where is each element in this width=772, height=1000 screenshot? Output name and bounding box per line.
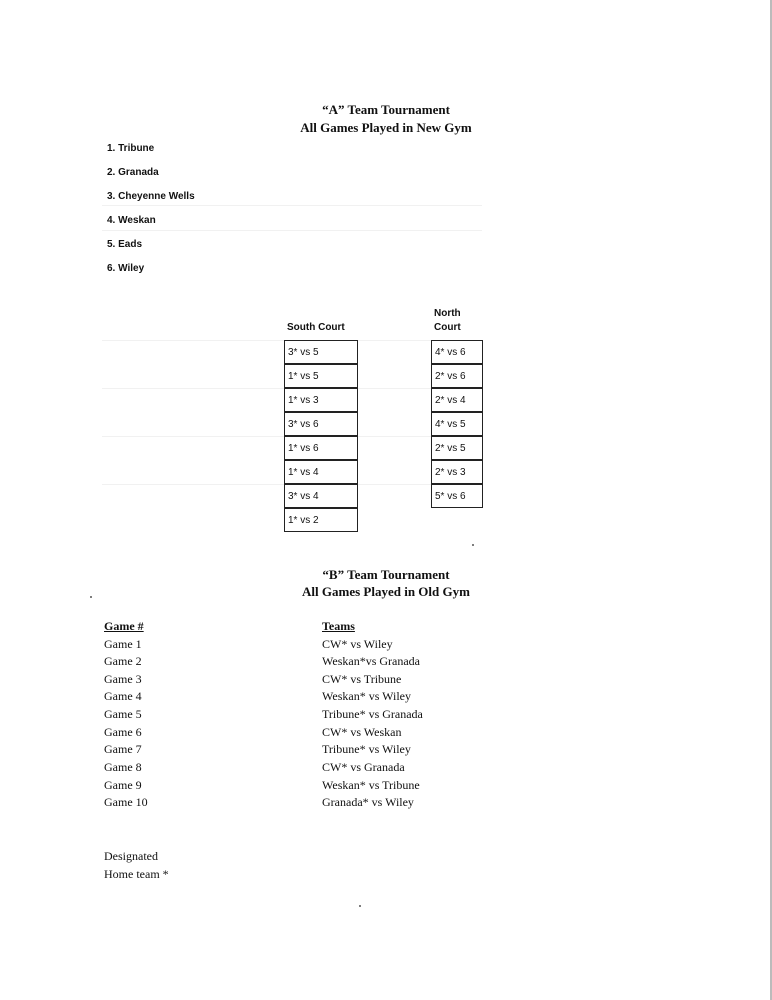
south-court-label: South Court	[287, 322, 345, 333]
south-court-game: 1* vs 2	[284, 508, 358, 532]
b-tournament-title: “B” Team Tournament	[322, 567, 450, 582]
south-court-game: 1* vs 5	[284, 364, 358, 388]
north-court-game: 4* vs 6	[431, 340, 483, 364]
team-item: 1. Tribune	[107, 143, 155, 154]
south-court-game: 3* vs 4	[284, 484, 358, 508]
game-number: Game 5	[104, 707, 142, 721]
a-tournament-subtitle: All Games Played in New Gym	[300, 120, 472, 135]
north-court-game: 2* vs 4	[431, 388, 483, 412]
scan-speck	[359, 905, 361, 907]
south-court-game: 3* vs 5	[284, 340, 358, 364]
north-court-label-line1: North	[434, 308, 461, 319]
matchup: CW* vs Wiley	[322, 637, 393, 651]
north-court-game: 2* vs 3	[431, 460, 483, 484]
team-item: 6. Wiley	[107, 263, 145, 274]
game-number: Game 8	[104, 760, 142, 774]
designated-note-line2: Home team *	[104, 867, 169, 881]
game-number-header: Game #	[104, 619, 144, 633]
north-court-game: 2* vs 6	[431, 364, 483, 388]
matchup: Tribune* vs Wiley	[322, 742, 411, 756]
game-number: Game 4	[104, 689, 142, 703]
team-item: 4. Weskan	[107, 215, 156, 226]
game-number: Game 3	[104, 672, 142, 686]
teams-header: Teams	[322, 619, 355, 633]
game-number: Game 9	[104, 778, 142, 792]
game-number: Game 1	[104, 637, 142, 651]
matchup: Weskan* vs Wiley	[322, 689, 411, 703]
north-court-game: 5* vs 6	[431, 484, 483, 508]
matchup: CW* vs Weskan	[322, 725, 402, 739]
team-item: 5. Eads	[107, 239, 143, 250]
north-court-label-line2: Court	[434, 322, 461, 333]
scan-line	[102, 230, 482, 231]
north-court-game: 4* vs 5	[431, 412, 483, 436]
scan-speck	[472, 544, 474, 546]
game-number: Game 7	[104, 742, 142, 756]
matchup: Weskan* vs Tribune	[322, 778, 420, 792]
team-item: 2. Granada	[107, 167, 159, 178]
matchup: CW* vs Tribune	[322, 672, 402, 686]
scan-line	[102, 205, 482, 206]
south-court-game: 1* vs 3	[284, 388, 358, 412]
team-item: 3. Cheyenne Wells	[107, 191, 195, 202]
a-tournament-title: “A” Team Tournament	[322, 102, 450, 117]
game-number: Game 6	[104, 725, 142, 739]
scan-speck	[90, 596, 92, 598]
game-number: Game 10	[104, 795, 148, 809]
game-number: Game 2	[104, 654, 142, 668]
matchup: Tribune* vs Granada	[322, 707, 423, 721]
south-court-game: 3* vs 6	[284, 412, 358, 436]
matchup: Granada* vs Wiley	[322, 795, 414, 809]
designated-note-line1: Designated	[104, 849, 158, 863]
north-court-game: 2* vs 5	[431, 436, 483, 460]
matchup: Weskan*vs Granada	[322, 654, 420, 668]
matchup: CW* vs Granada	[322, 760, 405, 774]
south-court-game: 1* vs 6	[284, 436, 358, 460]
south-court-game: 1* vs 4	[284, 460, 358, 484]
b-tournament-subtitle: All Games Played in Old Gym	[302, 584, 470, 599]
